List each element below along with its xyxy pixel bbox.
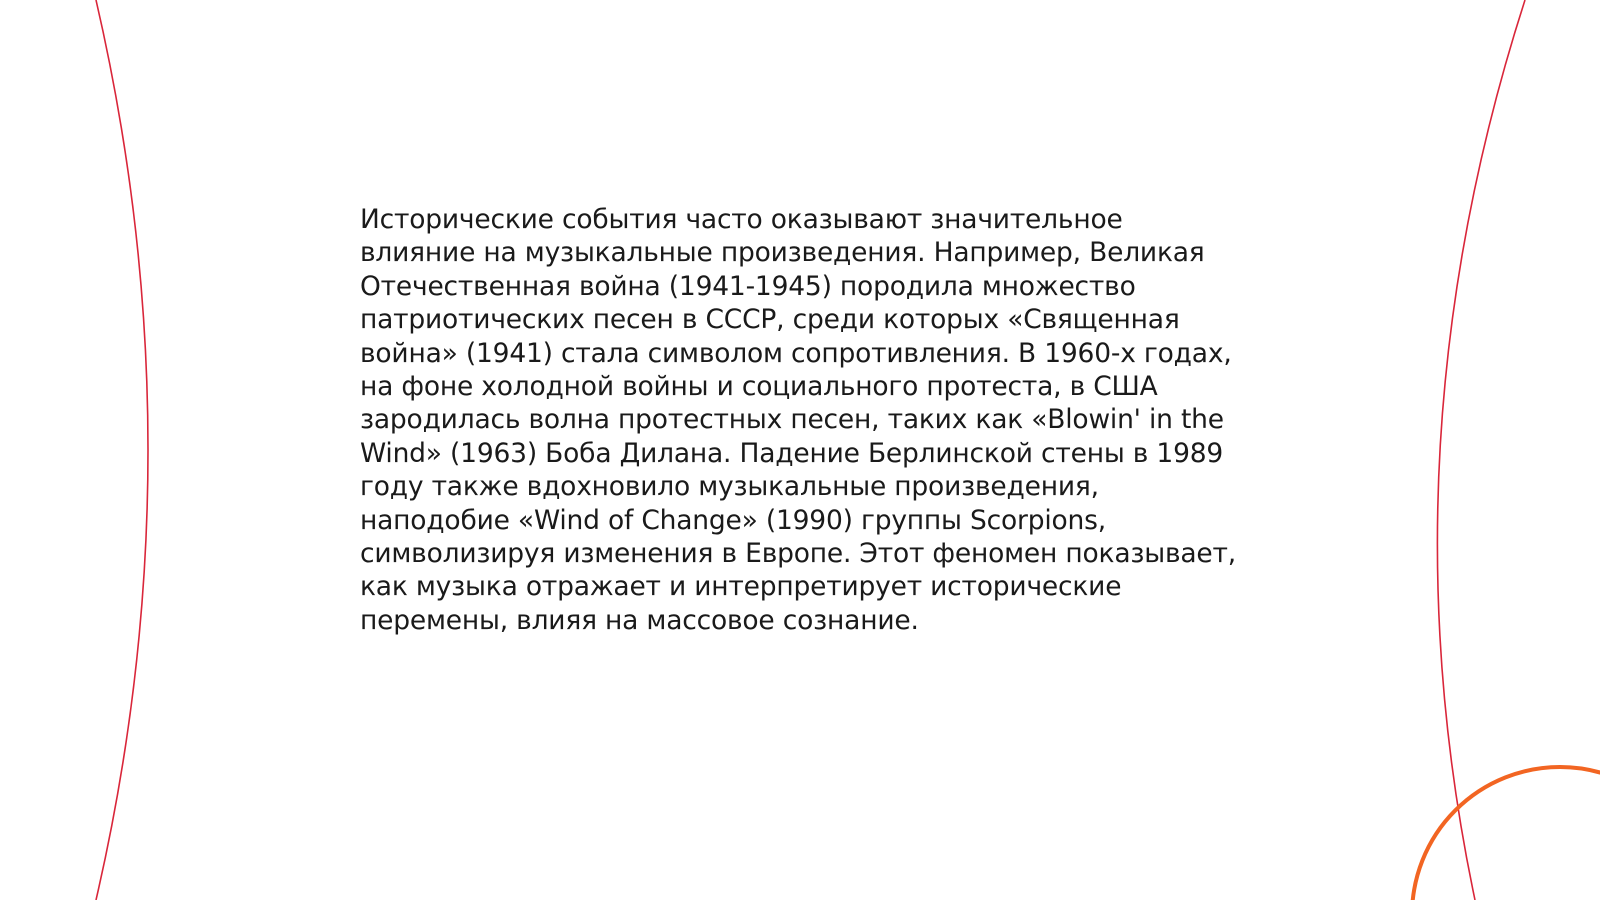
orange-circle-decoration (1412, 767, 1600, 900)
left-curve-line (96, 0, 148, 900)
body-paragraph: Исторические события часто оказывают значительное влияние на музыкальные произведения. Например, Великая Отечественная война (1941-1945) породила множество патриотических песен в СССР, среди которых «Священная война» (1941) стала символом сопротивления. В 1960-х годах, на фоне холодной войны и социального протеста, в США зародилась волна протестных песен, таких как «Blowin' in the Wind» (1963) Боба Дилана. Падение Берлинской стены в 1989 году также вдохновило музыкальные произведения, наподобие «Wind of Change» (1990) группы Scorpions, символизируя изменения в Европе. Этот феномен показывает, как музыка отражает и интерпретирует исторические перемены, влияя на массовое сознание. (360, 204, 1237, 636)
right-curve-line (1437, 0, 1525, 900)
